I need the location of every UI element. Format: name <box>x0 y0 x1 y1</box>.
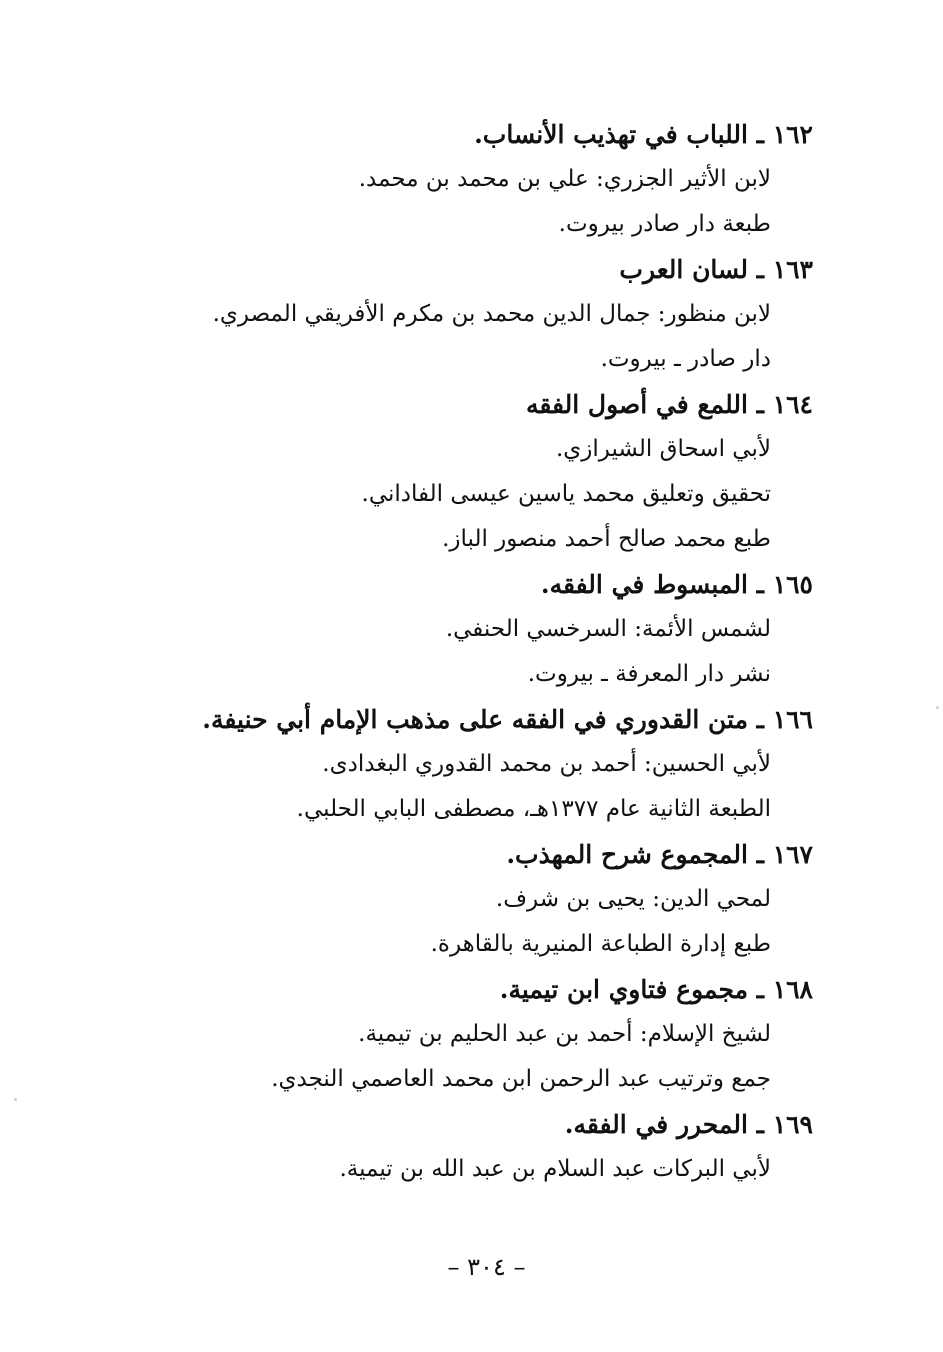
entry-author: لمحي الدين: يحيى بن شرف. <box>495 886 771 912</box>
entry-heading: ١٦٩ ـ المحرر في الفقه. <box>564 1110 813 1139</box>
bibliography-entry <box>113 967 813 1102</box>
entry-author: لأبي الحسين: أحمد بن محمد القدوري البغدادى. <box>322 751 771 777</box>
entry-heading: ١٦٦ ـ متن القدوري في الفقه على مذهب الإمام أبي حنيفة. <box>202 705 813 734</box>
entry-compiler: جمع وترتيب عبد الرحمن ابن محمد العاصمي النجدي. <box>271 1066 771 1092</box>
entry-author: لشمس الأئمة: السرخسي الحنفي. <box>445 616 771 642</box>
entry-publisher: دار صادر ـ بيروت. <box>600 346 771 372</box>
entry-publisher: الطبعة الثانية عام ١٣٧٧هـ، مصطفى البابي الحلبي. <box>296 796 771 822</box>
entry-publisher: طبع إدارة الطباعة المنيرية بالقاهرة. <box>430 931 771 957</box>
page-number: – ٣٠٤ – <box>447 1253 526 1281</box>
entry-heading: ١٦٢ ـ اللباب في تهذيب الأنساب. <box>474 120 813 149</box>
bibliography-entry <box>113 112 813 247</box>
bibliography-entry <box>113 697 813 832</box>
entry-heading: ١٦٧ ـ المجموع شرح المهذب. <box>506 840 813 869</box>
entry-heading: ١٦٨ ـ مجموع فتاوي ابن تيمية. <box>499 975 813 1004</box>
entry-editor: تحقيق وتعليق محمد ياسين عيسى الفاداني. <box>361 481 771 507</box>
entry-publisher: طبعة دار صادر بيروت. <box>558 211 771 237</box>
bibliography-list <box>113 112 813 1192</box>
entry-author: لأبي البركات عبد السلام بن عبد الله بن تيمية. <box>339 1156 771 1182</box>
entry-author: لابن منظور: جمال الدين محمد بن مكرم الأفريقي المصري. <box>212 301 771 327</box>
bibliography-entry <box>113 1102 813 1192</box>
entry-heading: ١٦٥ ـ المبسوط في الفقه. <box>540 570 813 599</box>
bibliography-entry <box>113 832 813 967</box>
entry-author: لابن الأثير الجزري: علي بن محمد بن محمد. <box>358 166 771 192</box>
bibliography-entry <box>113 382 813 562</box>
entry-publisher: نشر دار المعرفة ـ بيروت. <box>527 661 771 687</box>
scan-speck <box>936 706 939 709</box>
bibliography-entry <box>113 562 813 697</box>
entry-heading: ١٦٣ ـ لسان العرب <box>619 255 813 284</box>
entry-heading: ١٦٤ ـ اللمع في أصول الفقه <box>525 390 813 419</box>
entry-author: لشيخ الإسلام: أحمد بن عبد الحليم بن تيمية. <box>358 1021 771 1047</box>
entry-author: لأبي اسحاق الشيرازي. <box>555 436 771 462</box>
bibliography-entry <box>113 247 813 382</box>
scan-speck <box>14 1098 17 1101</box>
entry-publisher: طبع محمد صالح أحمد منصور الباز. <box>442 526 771 552</box>
